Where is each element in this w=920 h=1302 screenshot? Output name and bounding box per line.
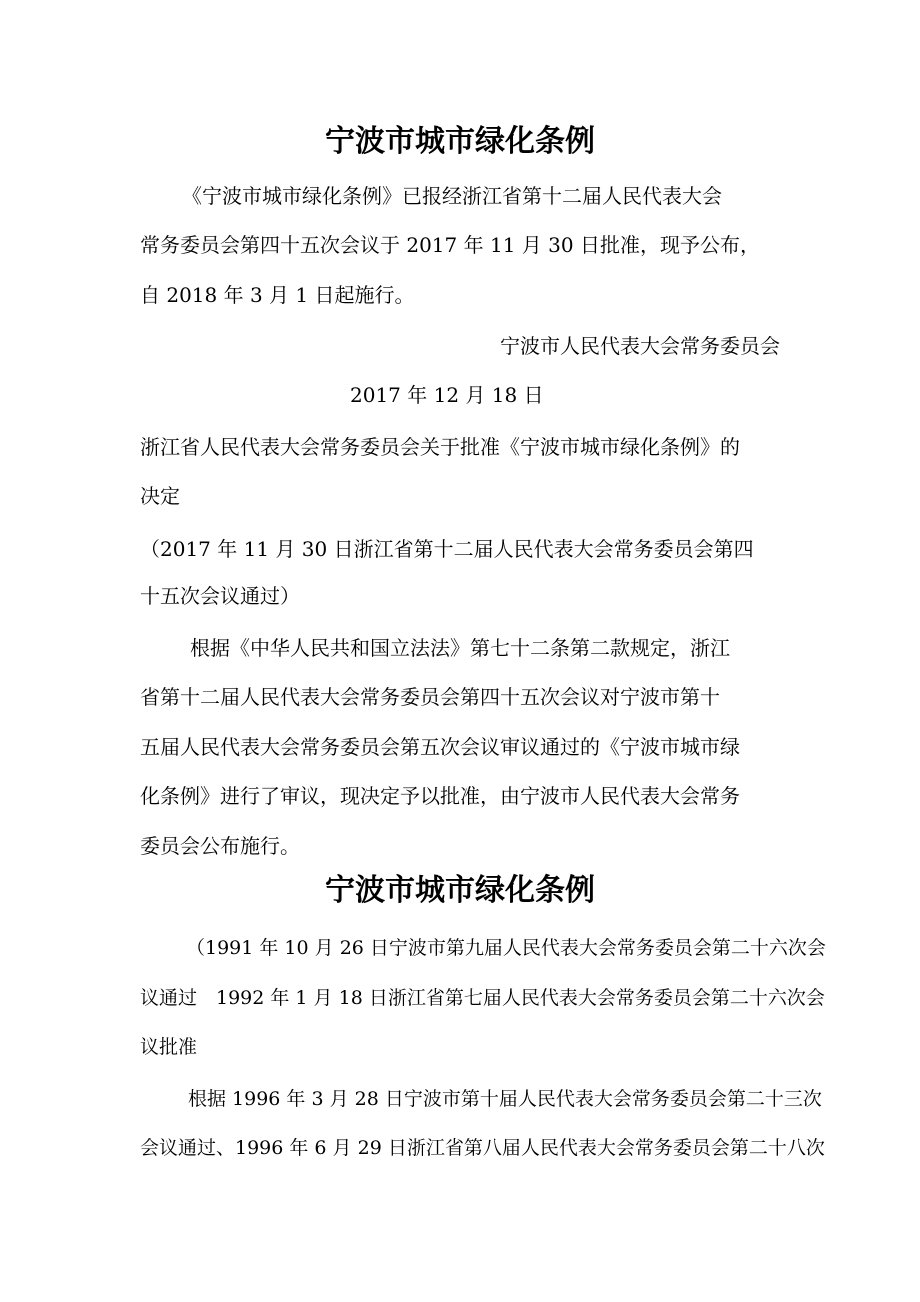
regulation-amendment-line: 会议通过、1996 年 6 月 29 日浙江省第八届人民代表大会常务委员会第二十八次 (140, 1137, 825, 1159)
announcement-line: 常务委员会第四十五次会议于 2017 年 11 月 30 日批准，现予公布， (140, 233, 760, 257)
regulation-history-line: （1991 年 10 月 26 日宁波市第九届人民代表大会常务委员会第二十六次会 (186, 937, 826, 959)
decision-body-line: 五届人民代表大会常务委员会第五次会议审议通过的《宁波市城市绿 (140, 735, 740, 759)
regulation-history-line: 议通过 1992 年 1 月 18 日浙江省第七届人民代表大会常务委员会第二十六次会 (140, 987, 825, 1009)
regulation-amendment-line: 根据 1996 年 3 月 28 日宁波市第十届人民代表大会常务委员会第二十三次 (188, 1088, 822, 1110)
announcement-line: 自 2018 年 3 月 1 日起施行。 (140, 283, 415, 307)
decision-body-line: 化条例》进行了审议，现决定予以批准，由宁波市人民代表大会常务 (140, 784, 740, 808)
decision-title-line: 浙江省人民代表大会常务委员会关于批准《宁波市城市绿化条例》的 (140, 435, 740, 459)
decision-adopted-line: 十五次会议通过） (140, 584, 300, 608)
announcement-issuer: 宁波市人民代表大会常务委员会 (500, 334, 780, 358)
decision-body-line: 省第十二届人民代表大会常务委员会第四十五次会议对宁波市第十 (140, 685, 720, 709)
decision-adopted-line: （2017 年 11 月 30 日浙江省第十二届人民代表大会常务委员会第四 (140, 537, 754, 561)
regulation-history-line: 议批准 (140, 1036, 198, 1058)
decision-title-line: 决定 (140, 484, 180, 508)
announcement-date: 2017 年 12 月 18 日 (350, 383, 544, 407)
document-title: 宁波市城市绿化条例 (325, 124, 595, 159)
decision-body-line: 根据《中华人民共和国立法法》第七十二条第二款规定，浙江 (190, 636, 730, 660)
decision-body-line: 委员会公布施行。 (140, 834, 300, 858)
regulation-title: 宁波市城市绿化条例 (325, 873, 595, 908)
announcement-line: 《宁波市城市绿化条例》已报经浙江省第十二届人民代表大会 (182, 184, 722, 208)
